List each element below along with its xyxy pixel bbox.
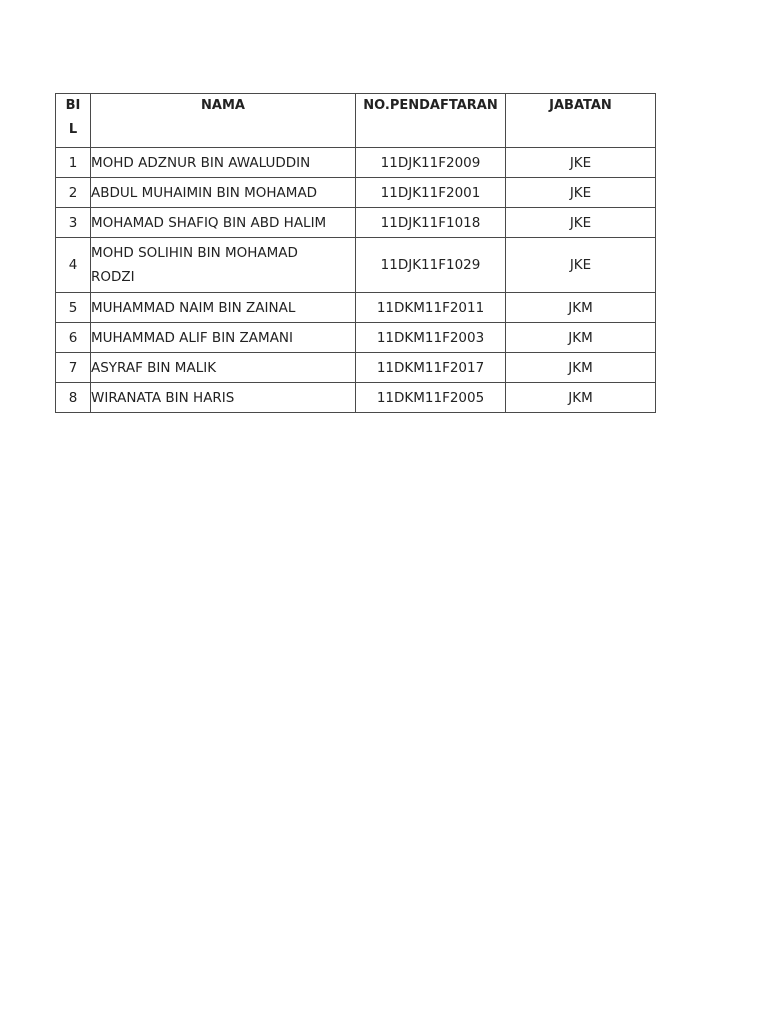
header-no-pendaftaran: NO.PENDAFTARAN (356, 94, 506, 148)
cell-jabatan: JKM (506, 383, 656, 413)
cell-bil: 5 (56, 293, 91, 323)
header-nama: NAMA (91, 94, 356, 148)
cell-jabatan: JKE (506, 238, 656, 293)
table-row (56, 208, 656, 238)
cell-bil: 3 (56, 208, 91, 238)
cell-nama: MOHAMAD SHAFIQ BIN ABD HALIM (91, 208, 356, 238)
cell-nama: WIRANATA BIN HARIS (91, 383, 356, 413)
header-bil-line2: L (68, 122, 78, 137)
cell-no-pendaftaran: 11DJK11F2009 (356, 148, 506, 178)
cell-no-pendaftaran: 11DJK11F2001 (356, 178, 506, 208)
cell-jabatan: JKE (506, 148, 656, 178)
cell-bil: 4 (56, 238, 91, 293)
cell-bil: 8 (56, 383, 91, 413)
cell-nama-line1: MOHD SOLIHIN BIN MOHAMAD (91, 245, 298, 261)
table-row (56, 238, 656, 293)
cell-jabatan: JKE (506, 178, 656, 208)
table-header-row (56, 94, 656, 148)
cell-nama: MOHD ADZNUR BIN AWALUDDIN (91, 148, 356, 178)
cell-nama: MUHAMMAD NAIM BIN ZAINAL (91, 293, 356, 323)
table-row (56, 383, 656, 413)
cell-no-pendaftaran: 11DKM11F2011 (356, 293, 506, 323)
cell-jabatan: JKE (506, 208, 656, 238)
cell-no-pendaftaran: 11DKM11F2003 (356, 323, 506, 353)
cell-bil: 7 (56, 353, 91, 383)
cell-bil: 1 (56, 148, 91, 178)
cell-nama-line2: RODZI (91, 269, 135, 285)
table-row (56, 293, 656, 323)
cell-nama: MUHAMMAD ALIF BIN ZAMANI (91, 323, 356, 353)
cell-no-pendaftaran: 11DJK11F1018 (356, 208, 506, 238)
header-bil (56, 94, 91, 148)
cell-jabatan: JKM (506, 293, 656, 323)
header-bil-line1: BI (65, 98, 81, 113)
table-row (56, 323, 656, 353)
table-row (56, 148, 656, 178)
cell-nama: ABDUL MUHAIMIN BIN MOHAMAD (91, 178, 356, 208)
cell-bil: 2 (56, 178, 91, 208)
cell-nama (91, 238, 356, 293)
cell-no-pendaftaran: 11DJK11F1029 (356, 238, 506, 293)
student-table (55, 93, 656, 413)
cell-jabatan: JKM (506, 323, 656, 353)
cell-no-pendaftaran: 11DKM11F2017 (356, 353, 506, 383)
header-jabatan: JABATAN (506, 94, 656, 148)
cell-no-pendaftaran: 11DKM11F2005 (356, 383, 506, 413)
cell-nama: ASYRAF BIN MALIK (91, 353, 356, 383)
table-row (56, 178, 656, 208)
cell-bil: 6 (56, 323, 91, 353)
cell-jabatan: JKM (506, 353, 656, 383)
table-row (56, 353, 656, 383)
